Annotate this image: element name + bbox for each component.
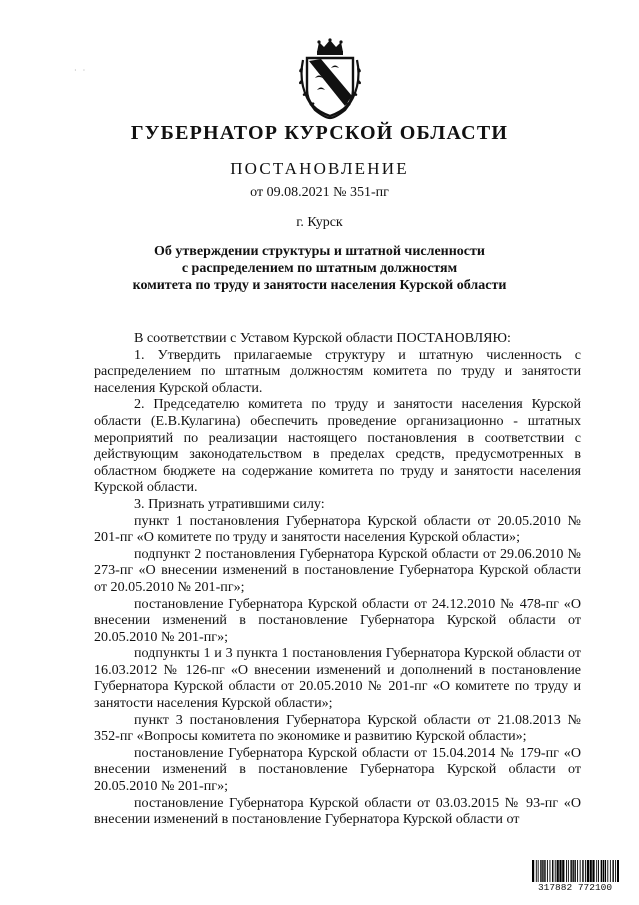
barcode-bar [592, 860, 594, 884]
coat-of-arms-icon [295, 38, 365, 120]
barcode-bar [615, 860, 616, 884]
heading-line: комитета по труду и занятости населения Курской области [132, 278, 507, 293]
barcode-bar [547, 860, 548, 884]
clause-3: 3. Признать утратившими силу: [134, 495, 325, 512]
barcode-bar [532, 860, 534, 884]
barcode-bar [590, 860, 592, 884]
barcode-bar [536, 860, 537, 884]
repealed-item: подпункт 2 постановления Губернатора Курской области от 29.06.2010 № 273-пг «О внесении изменений в постановление Губернатора Курской области от 20.05.2010 № 201-пг»; [94, 545, 581, 595]
barcode-bar [566, 860, 567, 884]
barcode-bar [617, 860, 619, 884]
preamble-paragraph: В соответствии с Уставом Курской области ПОСТАНОВЛЯЮ: [134, 330, 511, 346]
barcode-bar [544, 860, 545, 884]
barcode-bar [603, 860, 604, 884]
clause-2: 2. Председателю комитета по труду и занятости населения Курской области (Е.В.Кулагина) обеспечить проведение организационно - штатных мероприятий по реализации настоящего постановления в соответствии с действующим законодательством в пределах средств, предусмотренных в областном бюджете на содержание комитета по труду и занятости населения Курской области. [94, 396, 581, 496]
barcode-number: 317882 772100 [531, 882, 619, 893]
repealed-item: пункт 3 постановления Губернатора Курской области от 21.08.2013 № 352-пг «Вопросы комитета по экономике и развитию Курской области»; [94, 711, 581, 745]
barcode-bar [585, 860, 586, 884]
clause-1: 1. Утвердить прилагаемые структуру и штатную численность с распределением по штатным должностям комитета по труду и занятости населения Курской области. [94, 346, 581, 396]
repealed-item: постановление Губернатора Курской области от 24.12.2010 № 478-пг «О внесении изменений в постановление Губернатора Курской области от 20.05.2010 № 201-пг»; [94, 595, 581, 645]
barcode-bar [605, 860, 606, 884]
repealed-item: пункт 1 постановления Губернатора Курской области от 20.05.2010 № 201-пг «О комитете по труду и занятости населения Курской области»; [94, 512, 581, 546]
barcode-bar [601, 860, 602, 884]
barcode-bar [587, 860, 589, 884]
barcode-bar [570, 860, 571, 884]
barcode-bar [568, 860, 569, 884]
barcode-bar [559, 860, 561, 884]
barcode-bar [607, 860, 608, 884]
barcode-bar [552, 860, 553, 884]
document-type: ПОСТАНОВЛЕНИЕ [230, 159, 409, 178]
barcode-bar [542, 860, 543, 884]
barcode-bar [610, 860, 611, 884]
barcode-bar [580, 860, 581, 884]
decree-city: г. Курск [296, 215, 343, 230]
barcode-bar [550, 860, 551, 884]
heading-line: Об утверждении структуры и штатной численности [154, 244, 485, 259]
barcode-bar [596, 860, 597, 884]
repealed-item: постановление Губернатора Курской области от 03.03.2015 № 93-пг «О внесении изменений в постановление Губернатора Курской области от [94, 794, 581, 828]
repealed-item: постановление Губернатора Курской области от 15.04.2014 № 179-пг «О внесении изменений в постановление Губернатора Курской области от 20.05.2010 № 201-пг»; [94, 744, 581, 795]
barcode-bar [555, 860, 556, 884]
decree-body [94, 330, 581, 828]
barcode-bar [574, 860, 575, 884]
governor-title: ГУБЕРНАТОР КУРСКОЙ ОБЛАСТИ [130, 122, 509, 144]
barcode-bar [598, 860, 599, 884]
decree-heading [0, 243, 639, 294]
barcode-bar [538, 860, 539, 884]
decree-date-number: от 09.08.2021 № 351-пг [250, 185, 389, 200]
heading-line: с распределением по штатным должностям [181, 261, 458, 276]
scan-speck: · · [74, 66, 88, 75]
barcode-bar [577, 860, 578, 884]
barcode-bar [582, 860, 583, 884]
barcode-bar [572, 860, 573, 884]
repealed-item: подпункты 1 и 3 пункта 1 постановления Губернатора Курской области от 16.03.2012 № 126-пг «О внесении изменений и дополнений в постановление Губернатора Курской области от 20.05.2010 № 201-пг «О комитете по труду и занятости населения Курской области»; [94, 645, 581, 712]
barcode-bar [612, 860, 613, 884]
barcode-bar [540, 860, 541, 884]
barcode-bar [562, 860, 564, 884]
barcode-bar [557, 860, 559, 884]
